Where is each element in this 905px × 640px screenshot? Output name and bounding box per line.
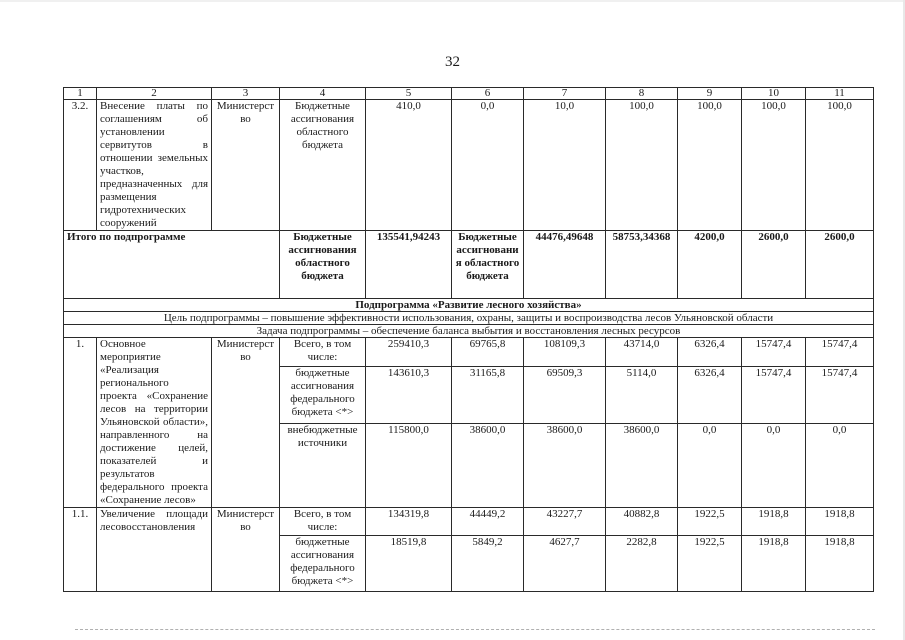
amount-cell: 1918,8 bbox=[806, 536, 874, 592]
amount-cell: 1918,8 bbox=[742, 536, 806, 592]
column-number: 3 bbox=[212, 88, 280, 100]
amount-cell: 0,0 bbox=[678, 424, 742, 508]
amount-cell: 69509,3 bbox=[524, 366, 606, 423]
measure-name: Внесение платы по соглашениям об установлении сервитутов в отношении земельных участков, предназначенных для размещения гидротехнических сооружений bbox=[97, 100, 212, 231]
subprogram-goal-row bbox=[64, 312, 874, 325]
amount-cell: 100,0 bbox=[678, 100, 742, 231]
amount-cell: 18519,8 bbox=[366, 536, 452, 592]
amount-cell: 0,0 bbox=[742, 424, 806, 508]
amount-cell: 2600,0 bbox=[806, 231, 874, 299]
amount-cell: 4627,7 bbox=[524, 536, 606, 592]
amount-cell: 135541,94243 bbox=[366, 231, 452, 299]
funding-source: бюджетные ассигнования федерального бюджета <*> bbox=[280, 366, 366, 423]
amount-cell: 0,0 bbox=[452, 100, 524, 231]
amount-cell: 38600,0 bbox=[524, 424, 606, 508]
funding-source: Бюджетные ассигнования областного бюджета bbox=[452, 231, 524, 299]
page-edge bbox=[0, 0, 905, 2]
amount-cell: 100,0 bbox=[606, 100, 678, 231]
column-number: 10 bbox=[742, 88, 806, 100]
amount-cell: 43227,7 bbox=[524, 508, 606, 536]
column-number: 5 bbox=[366, 88, 452, 100]
amount-cell: 410,0 bbox=[366, 100, 452, 231]
amount-cell: 100,0 bbox=[742, 100, 806, 231]
column-numbers-row bbox=[64, 88, 874, 100]
table-row bbox=[64, 100, 874, 231]
amount-cell: 115800,0 bbox=[366, 424, 452, 508]
amount-cell: 1918,8 bbox=[742, 508, 806, 536]
funding-source: Бюджетные ассигнования областного бюджета bbox=[280, 100, 366, 231]
amount-cell: 6326,4 bbox=[678, 338, 742, 367]
amount-cell: 1918,8 bbox=[806, 508, 874, 536]
funding-source: Всего, в том числе: bbox=[280, 338, 366, 367]
page-number: 32 bbox=[445, 54, 460, 70]
amount-cell: 134319,8 bbox=[366, 508, 452, 536]
amount-cell: 1922,5 bbox=[678, 508, 742, 536]
subprogram-title: Подпрограмма «Развитие лесного хозяйства» bbox=[64, 299, 874, 312]
amount-cell: 4200,0 bbox=[678, 231, 742, 299]
amount-cell: 10,0 bbox=[524, 100, 606, 231]
amount-cell: 15747,4 bbox=[806, 338, 874, 367]
budget-table bbox=[63, 87, 874, 592]
column-number: 4 bbox=[280, 88, 366, 100]
column-number: 7 bbox=[524, 88, 606, 100]
subprogram-title-row bbox=[64, 299, 874, 312]
amount-cell: 43714,0 bbox=[606, 338, 678, 367]
amount-cell: 44449,2 bbox=[452, 508, 524, 536]
measure-name: Основное мероприятие «Реализация регионального проекта «Сохранение лесов на территории Ульяновской области», направленного на достижение целей, показателей и результатов федерального проекта «Сохранение лесов» bbox=[97, 338, 212, 508]
column-number: 2 bbox=[97, 88, 212, 100]
row-number: 3.2. bbox=[64, 100, 97, 231]
column-number: 6 bbox=[452, 88, 524, 100]
amount-cell: 100,0 bbox=[806, 100, 874, 231]
subprogram-task: Задача подпрограммы – обеспечение баланса выбытия и восстановления лесных ресурсов bbox=[64, 325, 874, 338]
amount-cell: 58753,34368 bbox=[606, 231, 678, 299]
amount-cell: 69765,8 bbox=[452, 338, 524, 367]
funding-source: Всего, в том числе: bbox=[280, 508, 366, 536]
amount-cell: 38600,0 bbox=[606, 424, 678, 508]
row-number: 1. bbox=[64, 338, 97, 508]
funding-source: Бюджетные ассигнования областного бюджета bbox=[280, 231, 366, 299]
executor: Министерство bbox=[212, 338, 280, 508]
subprogram-task-row bbox=[64, 325, 874, 338]
amount-cell: 108109,3 bbox=[524, 338, 606, 367]
amount-cell: 38600,0 bbox=[452, 424, 524, 508]
column-number: 1 bbox=[64, 88, 97, 100]
amount-cell: 2600,0 bbox=[742, 231, 806, 299]
amount-cell: 259410,3 bbox=[366, 338, 452, 367]
funding-source: бюджетные ассигнования федерального бюджета <*> bbox=[280, 536, 366, 592]
amount-cell: 6326,4 bbox=[678, 366, 742, 423]
subprogram-goal: Цель подпрограммы – повышение эффективности использования, охраны, защиты и воспроизводства лесов Ульяновской области bbox=[64, 312, 874, 325]
page-bottom-rule bbox=[75, 629, 875, 631]
amount-cell: 44476,49648 bbox=[524, 231, 606, 299]
column-number: 9 bbox=[678, 88, 742, 100]
amount-cell: 31165,8 bbox=[452, 366, 524, 423]
table-row bbox=[64, 338, 874, 367]
funding-source: внебюджетные источники bbox=[280, 424, 366, 508]
column-number: 11 bbox=[806, 88, 874, 100]
amount-cell: 2282,8 bbox=[606, 536, 678, 592]
amount-cell: 5114,0 bbox=[606, 366, 678, 423]
amount-cell: 15747,4 bbox=[806, 366, 874, 423]
amount-cell: 5849,2 bbox=[452, 536, 524, 592]
amount-cell: 143610,3 bbox=[366, 366, 452, 423]
table-row bbox=[64, 508, 874, 536]
total-label: Итого по подпрограмме bbox=[64, 231, 280, 299]
row-number: 1.1. bbox=[64, 508, 97, 592]
amount-cell: 0,0 bbox=[806, 424, 874, 508]
amount-cell: 15747,4 bbox=[742, 338, 806, 367]
executor: Министерство bbox=[212, 508, 280, 592]
column-number: 8 bbox=[606, 88, 678, 100]
amount-cell: 15747,4 bbox=[742, 366, 806, 423]
total-row bbox=[64, 231, 874, 299]
measure-name: Увеличение площади лесовосстановления bbox=[97, 508, 212, 592]
amount-cell: 1922,5 bbox=[678, 536, 742, 592]
executor: Министерство bbox=[212, 100, 280, 231]
amount-cell: 40882,8 bbox=[606, 508, 678, 536]
